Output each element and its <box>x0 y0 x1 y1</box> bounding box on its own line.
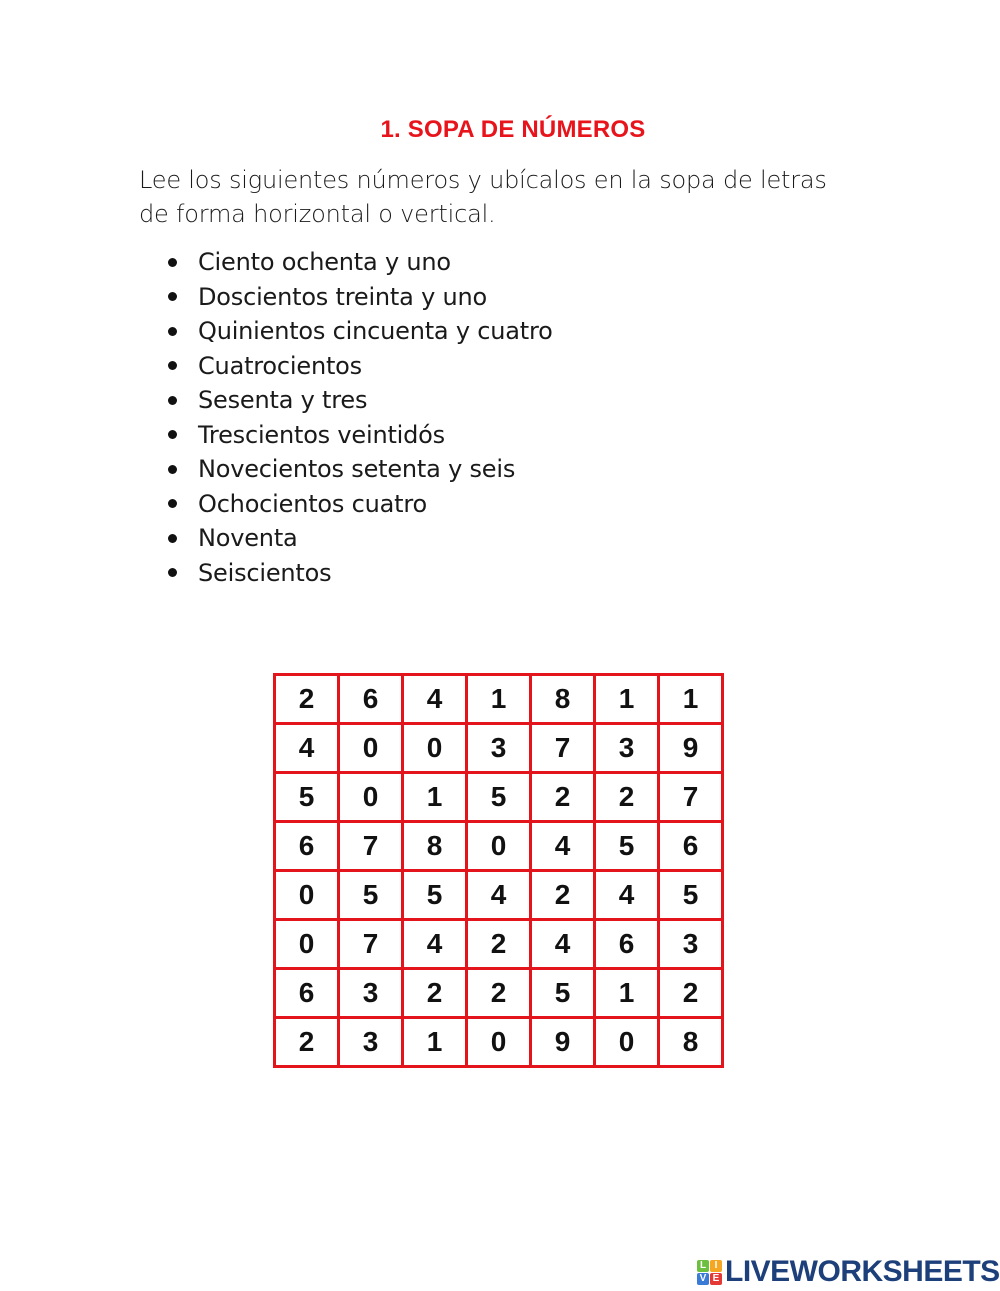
grid-cell[interactable]: 0 <box>339 724 403 773</box>
grid-row <box>275 773 723 822</box>
list-item: Seiscientos <box>168 556 553 591</box>
grid-cell[interactable]: 3 <box>339 1018 403 1067</box>
grid-cell[interactable]: 0 <box>467 822 531 871</box>
grid-cell[interactable]: 3 <box>339 969 403 1018</box>
live-blocks-icon <box>697 1260 722 1285</box>
grid-cell[interactable]: 0 <box>275 871 339 920</box>
grid-cell[interactable]: 3 <box>595 724 659 773</box>
grid-cell[interactable]: 8 <box>659 1018 723 1067</box>
bullet-icon <box>168 430 177 439</box>
list-item: Quinientos cincuenta y cuatro <box>168 314 553 349</box>
instructions: Lee los siguientes números y ubícalos en la sopa de letras de forma horizontal o vertical. <box>139 166 827 228</box>
list-item: Cuatrocientos <box>168 349 553 384</box>
grid-cell[interactable]: 5 <box>275 773 339 822</box>
liveworksheets-logo <box>697 1255 1000 1289</box>
grid-cell[interactable]: 5 <box>403 871 467 920</box>
grid-cell[interactable]: 4 <box>467 871 531 920</box>
grid-cell[interactable]: 5 <box>659 871 723 920</box>
list-item: Sesenta y tres <box>168 383 553 418</box>
grid-cell[interactable]: 1 <box>467 675 531 724</box>
grid-cell[interactable]: 2 <box>659 969 723 1018</box>
grid-cell[interactable]: 0 <box>403 724 467 773</box>
logo-text: LIVEWORKSHEETS <box>725 1255 1000 1288</box>
grid-cell[interactable]: 4 <box>595 871 659 920</box>
grid-cell[interactable]: 5 <box>339 871 403 920</box>
grid-cell[interactable]: 4 <box>403 920 467 969</box>
grid-row <box>275 920 723 969</box>
grid-cell[interactable]: 0 <box>467 1018 531 1067</box>
list-item: Doscientos treinta y uno <box>168 280 553 315</box>
grid-cell[interactable]: 0 <box>595 1018 659 1067</box>
grid-cell[interactable]: 1 <box>403 1018 467 1067</box>
grid-cell[interactable]: 2 <box>531 773 595 822</box>
grid-cell[interactable]: 1 <box>595 675 659 724</box>
grid-cell[interactable]: 1 <box>595 969 659 1018</box>
grid-cell[interactable]: 8 <box>403 822 467 871</box>
grid-cell[interactable]: 4 <box>403 675 467 724</box>
grid-cell[interactable]: 7 <box>531 724 595 773</box>
grid-cell[interactable]: 2 <box>595 773 659 822</box>
grid-row <box>275 1018 723 1067</box>
grid-cell[interactable]: 6 <box>275 822 339 871</box>
grid-cell[interactable]: 4 <box>531 822 595 871</box>
grid-cell[interactable]: 7 <box>659 773 723 822</box>
bullet-icon <box>168 327 177 336</box>
number-list <box>168 245 553 590</box>
grid-cell[interactable]: 3 <box>659 920 723 969</box>
grid-cell[interactable]: 7 <box>339 920 403 969</box>
logo-block-l: L <box>697 1260 709 1272</box>
logo-block-v: V <box>697 1273 709 1285</box>
grid-cell[interactable]: 6 <box>339 675 403 724</box>
grid-row <box>275 871 723 920</box>
list-item: Trescientos veintidós <box>168 418 553 453</box>
grid-cell[interactable]: 0 <box>275 920 339 969</box>
grid-cell[interactable]: 2 <box>531 871 595 920</box>
grid-cell[interactable]: 5 <box>531 969 595 1018</box>
grid-cell[interactable]: 6 <box>275 969 339 1018</box>
bullet-icon <box>168 258 177 267</box>
grid-cell[interactable]: 3 <box>467 724 531 773</box>
list-item: Noventa <box>168 521 553 556</box>
grid-cell[interactable]: 0 <box>339 773 403 822</box>
grid-cell[interactable]: 5 <box>595 822 659 871</box>
number-search-grid <box>273 673 724 1068</box>
bullet-icon <box>168 361 177 370</box>
logo-block-e: E <box>710 1273 722 1285</box>
grid-row <box>275 822 723 871</box>
grid-cell[interactable]: 2 <box>275 1018 339 1067</box>
bullet-icon <box>168 499 177 508</box>
bullet-icon <box>168 568 177 577</box>
grid-cell[interactable]: 1 <box>403 773 467 822</box>
grid-row <box>275 969 723 1018</box>
grid-cell[interactable]: 7 <box>339 822 403 871</box>
grid-cell[interactable]: 2 <box>275 675 339 724</box>
logo-block-i: I <box>710 1260 722 1272</box>
grid-cell[interactable]: 9 <box>531 1018 595 1067</box>
grid-cell[interactable]: 6 <box>595 920 659 969</box>
grid-cell[interactable]: 4 <box>531 920 595 969</box>
list-item: Ciento ochenta y uno <box>168 245 553 280</box>
grid-row <box>275 724 723 773</box>
bullet-icon <box>168 534 177 543</box>
grid-cell[interactable]: 8 <box>531 675 595 724</box>
grid-cell[interactable]: 5 <box>467 773 531 822</box>
bullet-icon <box>168 396 177 405</box>
list-item: Ochocientos cuatro <box>168 487 553 522</box>
worksheet-title: 1. SOPA DE NÚMEROS <box>380 116 646 143</box>
grid-cell[interactable]: 4 <box>275 724 339 773</box>
grid-cell[interactable]: 2 <box>403 969 467 1018</box>
grid-row <box>275 675 723 724</box>
bullet-icon <box>168 465 177 474</box>
grid-cell[interactable]: 9 <box>659 724 723 773</box>
bullet-icon <box>168 292 177 301</box>
grid-cell[interactable]: 1 <box>659 675 723 724</box>
grid-cell[interactable]: 2 <box>467 920 531 969</box>
grid-cell[interactable]: 6 <box>659 822 723 871</box>
list-item: Novecientos setenta y seis <box>168 452 553 487</box>
grid-cell[interactable]: 2 <box>467 969 531 1018</box>
